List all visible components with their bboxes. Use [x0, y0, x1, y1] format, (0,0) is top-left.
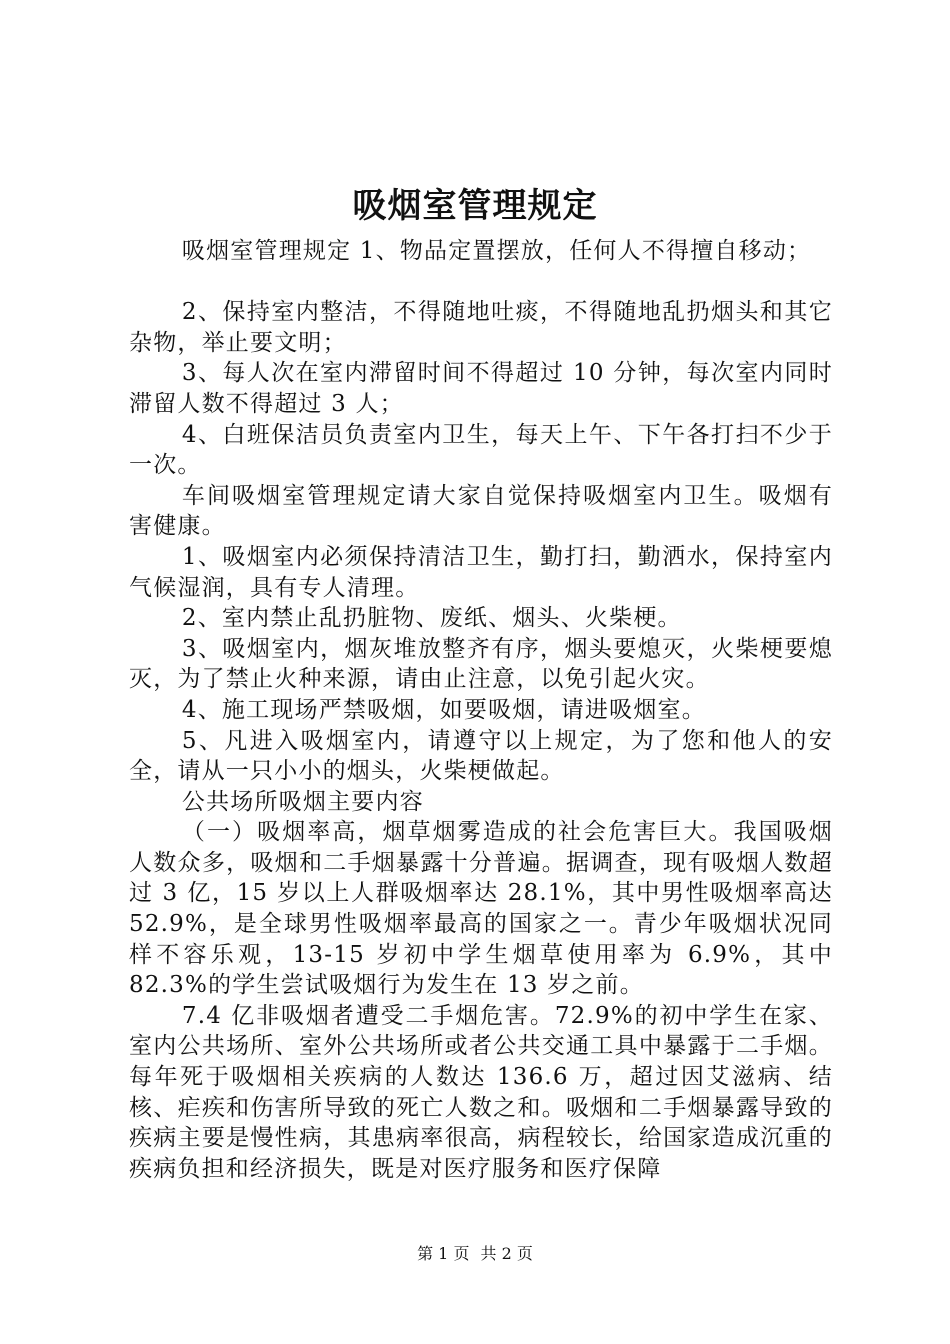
paragraph: 3、吸烟室内，烟灰堆放整齐有序，烟头要熄灭，火柴梗要熄灭，为了禁止火种来源，请由止注意，以免引起火灾。 [129, 635, 833, 693]
page-footer [0, 1244, 950, 1264]
paragraph: 4、白班保洁员负责室内卫生，每天上午、下午各打扫不少于一次。 [129, 421, 833, 479]
paragraph: 车间吸烟室管理规定请大家自觉保持吸烟室内卫生。吸烟有害健康。 [129, 482, 833, 540]
document-title: 吸烟室管理规定 [352, 186, 598, 226]
paragraph: （一）吸烟率高，烟草烟雾造成的社会危害巨大。我国吸烟人数众多，吸烟和二手烟暴露十分普遍。据调查，现有吸烟人数超过 3 亿，15 岁以上人群吸烟率达 28.1%，其中男性吸烟率高达 52.9%，是全球男性吸烟率最高的国家之一。青少年吸烟状况同样不容乐观，13-15 岁初中学生烟草使用率为 6.9%，其中 82.3%的学生尝试吸烟行为发生在 13 岁之前。 [129, 819, 833, 999]
paragraph: 7.4 亿非吸烟者遭受二手烟危害。72.9%的初中学生在家、室内公共场所、室外公共场所或者公共交通工具中暴露于二手烟。每年死于吸烟相关疾病的人数达 136.6 万，超过因艾滋病、结核、疟疾和伤害所导致的死亡人数之和。吸烟和二手烟暴露导致的疾病主要是慢性病，其患病率很高，病程较长，给国家造成沉重的疾病负担和经济损失，既是对医疗服务和医疗保障 [129, 1002, 833, 1182]
page-total: 共 2 页 [480, 1244, 533, 1263]
paragraph: 5、凡进入吸烟室内，请遵守以上规定，为了您和他人的安全，请从一只小小的烟头，火柴梗做起。 [129, 727, 833, 785]
paragraph: 2、室内禁止乱扔脏物、废纸、烟头、火柴梗。 [181, 605, 682, 632]
paragraph: 4、施工现场严禁吸烟，如要吸烟，请进吸烟室。 [181, 696, 706, 723]
paragraph: 3、每人次在室内滞留时间不得超过 10 分钟，每次室内同时滞留人数不得超过 3 人； [129, 360, 833, 417]
paragraph: 吸烟室管理规定 1、物品定置摆放，任何人不得擅自移动； [181, 238, 812, 264]
document-body [129, 236, 833, 1184]
page-number: 第 1 页 [417, 1244, 470, 1263]
section-heading: 公共场所吸烟主要内容 [181, 788, 424, 815]
paragraph: 2、保持室内整洁，不得随地吐痰，不得随地乱扔烟头和其它杂物，举止要文明； [129, 299, 833, 356]
paragraph: 1、吸烟室内必须保持清洁卫生，勤打扫，勤洒水，保持室内气候湿润，具有专人清理。 [129, 543, 833, 601]
